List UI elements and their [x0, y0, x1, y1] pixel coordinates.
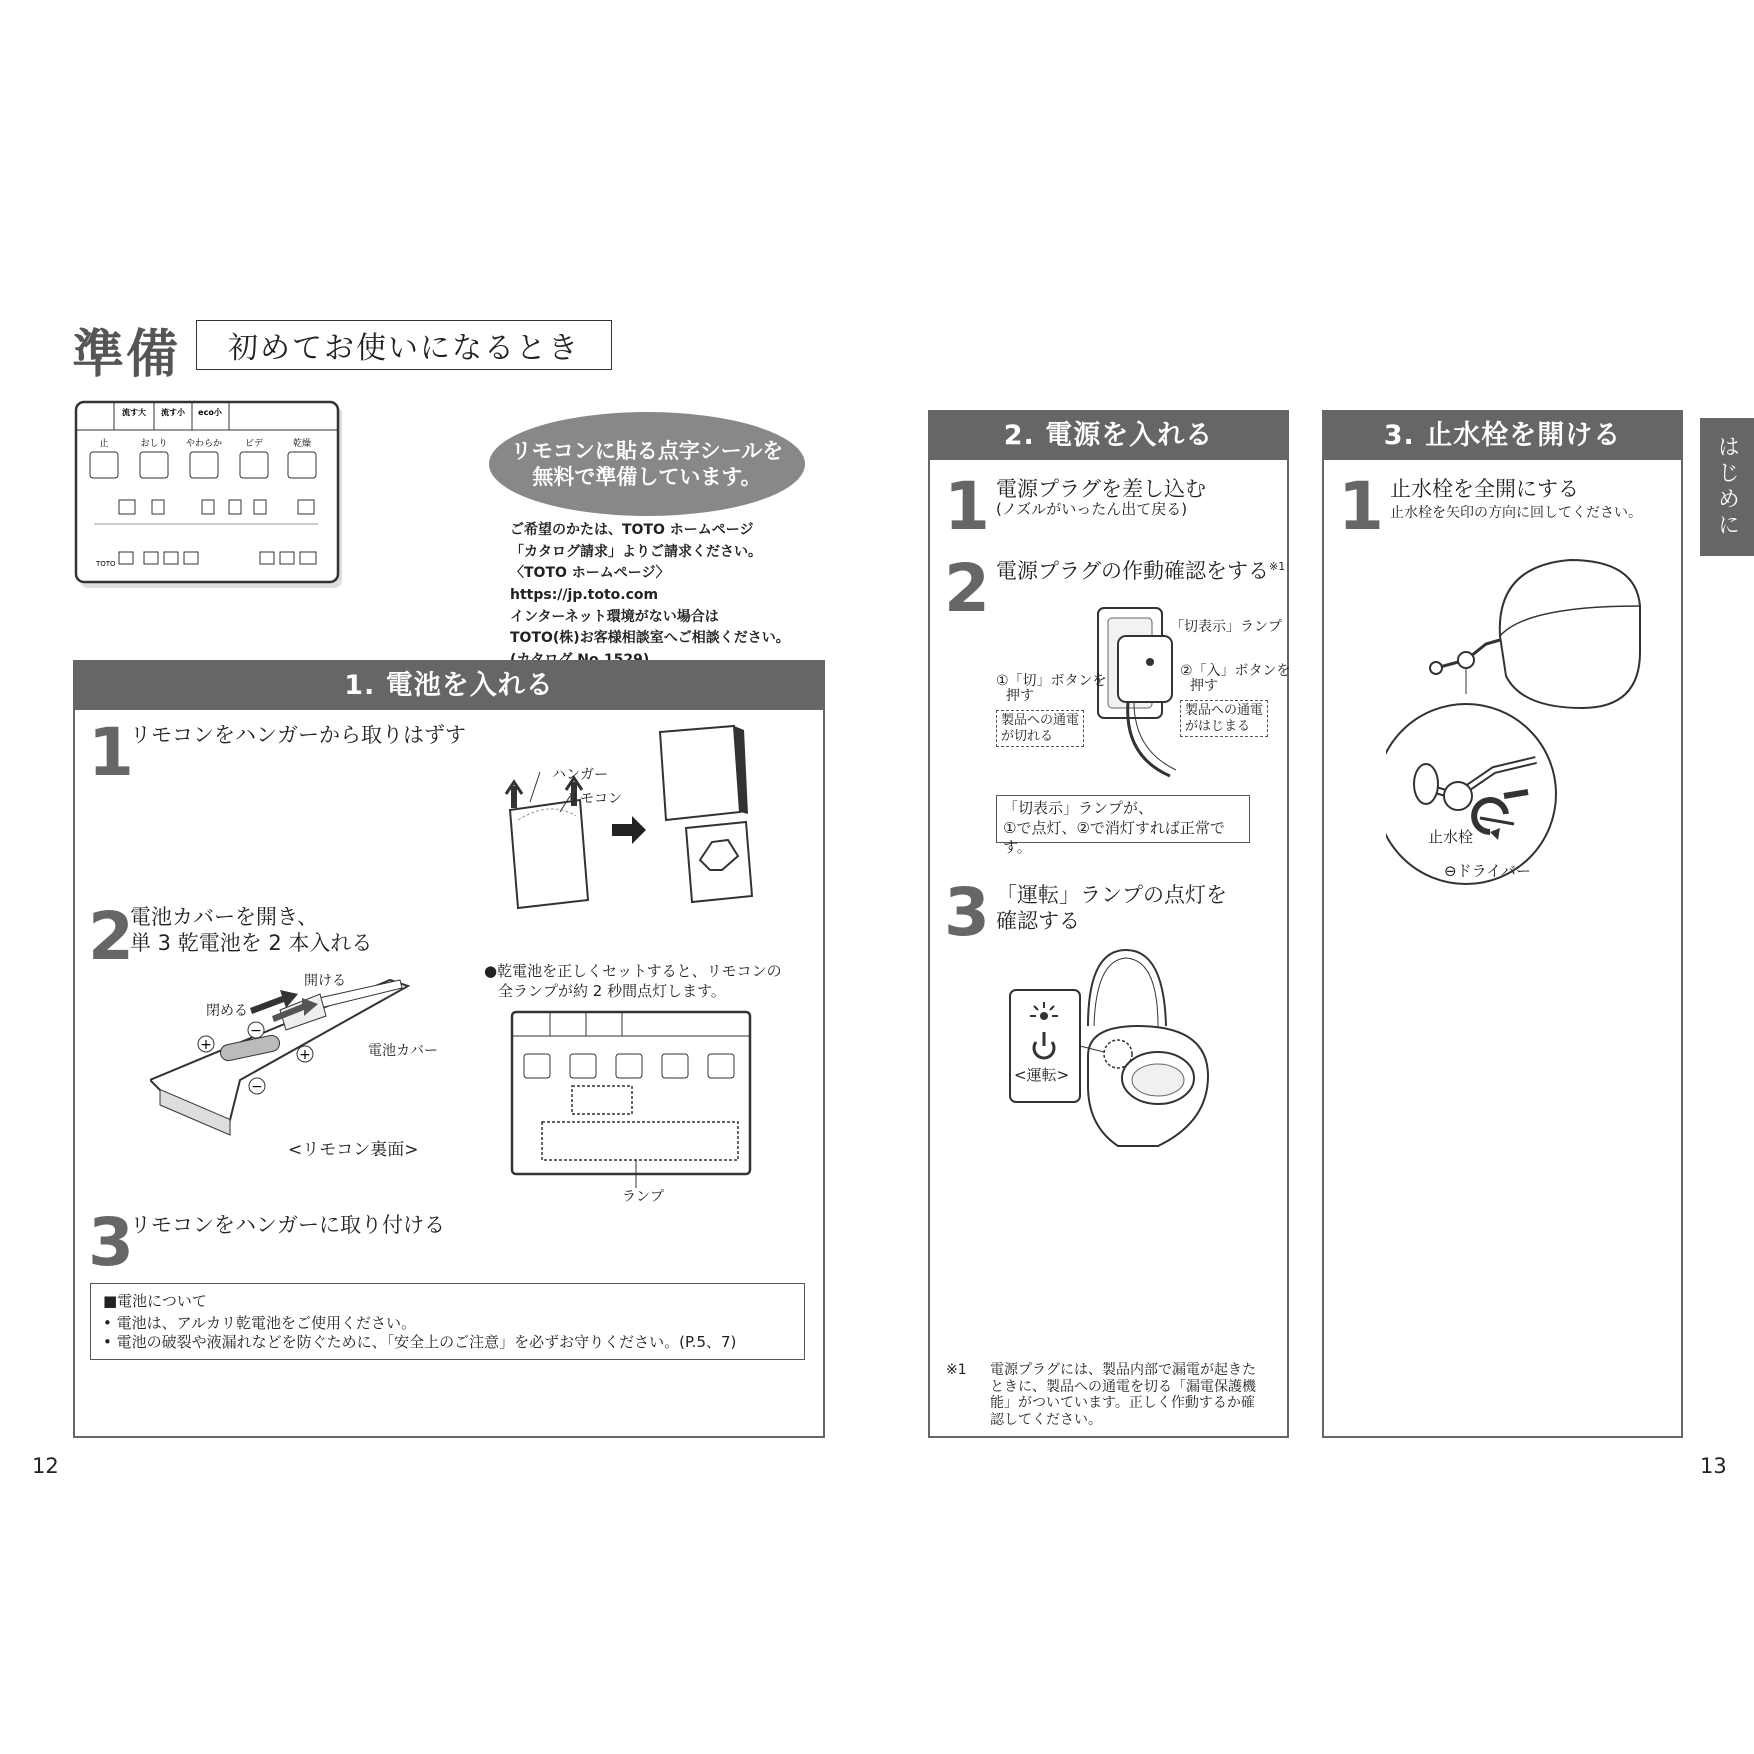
label-open: 開ける — [304, 973, 346, 989]
label-run-lamp: <運転> — [1014, 1066, 1070, 1084]
remote-lamp-illustration — [510, 1010, 752, 1210]
box-power-off — [996, 710, 1084, 747]
step-number: 2 — [944, 550, 990, 627]
label-lamp: ランプ — [622, 1189, 664, 1205]
flush-big-label: 流す大 — [122, 408, 146, 417]
hanger-illustration — [500, 720, 760, 910]
battery-note-item: • 電池は、アルカリ乾電池をご使用ください。 — [103, 1313, 417, 1332]
btn-stop-label: 止 — [99, 439, 109, 449]
step-text: リモコンをハンガーから取りはずす — [130, 723, 466, 747]
page-subtitle: 初めてお使いになるとき — [196, 320, 612, 370]
label-remote: リモコン — [566, 791, 622, 807]
info-line: ご希望のかたは、TOTO ホームページ — [510, 522, 754, 538]
power-check-line1: 「切表示」ランプが、 — [1003, 799, 1154, 817]
step-subtext: (ノズルがいったん出て戻る) — [996, 500, 1188, 518]
chapter-tab: はじめに — [1700, 418, 1754, 556]
step-text-line1: 電池カバーを開き、 — [130, 905, 319, 929]
step-text — [130, 904, 372, 957]
label-hanger: ハンガー — [552, 767, 608, 783]
section-power-title: 2. 電源を入れる — [930, 412, 1287, 460]
step-text — [996, 882, 1227, 935]
info-line: インターネット環境がない場合は — [510, 608, 719, 625]
braille-banner-line2: 無料で準備しています。 — [532, 465, 762, 489]
water-valve-illustration — [1386, 556, 1648, 896]
battery-note-box — [90, 1283, 805, 1360]
remote-illustration-top — [74, 400, 344, 590]
btn-oshiri-label: おしり — [140, 439, 168, 449]
remote-brand: TOTO — [96, 560, 116, 568]
battery-lamp-note — [484, 962, 782, 1001]
step-number: 3 — [944, 874, 990, 951]
toilet-run-lamp-illustration — [1008, 946, 1214, 1156]
btn-dry-label: 乾燥 — [292, 439, 312, 449]
box-power-on-line1: 製品への通電 — [1185, 703, 1264, 718]
footnote-line: 能」がついています。正しく作動するか確 — [990, 1395, 1255, 1412]
box-power-off-line1: 製品への通電 — [1001, 713, 1080, 728]
btn-bidet-label: ビデ — [244, 439, 264, 449]
power-check-box — [996, 795, 1250, 856]
footnote-line: 認してください。 — [990, 1411, 1102, 1428]
info-line: 「カタログ請求」よりご請求ください。 — [510, 543, 762, 560]
power-check-line2: ①で点灯、②で消灯すれば正常です。 — [1003, 818, 1225, 856]
footnote-ref: ※1 — [1269, 560, 1286, 573]
page-number-right: 13 — [1700, 1454, 1727, 1478]
label-screwdriver: ⊖ドライバー — [1444, 862, 1531, 880]
section-water-valve-title: 3. 止水栓を開ける — [1324, 412, 1681, 460]
svg-text:+: + — [299, 1047, 311, 1063]
label-stop-valve: 止水栓 — [1428, 828, 1474, 846]
footnote-line: ときに、製品への通電を切る「漏電保護機 — [990, 1378, 1256, 1395]
footnote — [946, 1362, 1276, 1428]
step-text: 電源プラグを差し込む — [996, 477, 1206, 501]
step-text: リモコンをハンガーに取り付ける — [130, 1213, 445, 1237]
battery-lamp-note-line2: 全ランプが約 2 秒間点灯します。 — [498, 981, 726, 1000]
step-text-main: 電源プラグの作動確認をする — [996, 559, 1269, 583]
section-battery-title: 1. 電池を入れる — [75, 662, 823, 710]
svg-text:−: − — [251, 1079, 263, 1095]
page-title: 準備 — [72, 325, 181, 385]
braille-info — [510, 520, 810, 672]
svg-text:−: − — [250, 1023, 262, 1039]
step-number: 2 — [88, 898, 134, 975]
step-number: 1 — [88, 714, 134, 791]
step-text-line2: 単 3 乾電池を 2 本入れる — [130, 931, 373, 956]
box-power-off-line2: が切れる — [1001, 728, 1054, 744]
label-battery-cover: 電池カバー — [368, 1043, 438, 1059]
box-power-on-line2: がはじまる — [1185, 718, 1251, 734]
page-number-left: 12 — [32, 1454, 59, 1478]
footnote-line: 電源プラグには、製品内部で漏電が起きた — [990, 1362, 1256, 1378]
label-off-lamp: 「切表示」ランプ — [1170, 619, 1282, 635]
step-number: 1 — [944, 468, 990, 545]
flush-eco-label: eco小 — [198, 408, 222, 417]
step-text-line2: 確認する — [996, 909, 1080, 934]
label-off-button-line1: ①「切」ボタンを — [996, 673, 1107, 689]
footnote-mark: ※1 — [946, 1362, 967, 1378]
svg-text:+: + — [200, 1037, 212, 1053]
step-text: 止水栓を全開にする — [1390, 477, 1579, 501]
label-off-button-line2: 押す — [1006, 688, 1034, 705]
step-text-line1: 「運転」ランプの点灯を — [996, 883, 1227, 907]
flush-small-label: 流す小 — [161, 408, 185, 417]
box-power-on — [1180, 700, 1268, 737]
battery-lamp-note-line1: ●乾電池を正しくセットすると、リモコンの — [484, 962, 782, 980]
step-number: 3 — [88, 1204, 134, 1281]
label-remote-back: <リモコン裏面> — [288, 1140, 419, 1160]
btn-soft-label: やわらか — [185, 439, 223, 449]
label-off-button — [996, 674, 1107, 705]
label-on-button-line2: 押す — [1190, 678, 1218, 695]
info-line: TOTO(株)お客様相談室へご相談ください。 — [510, 630, 790, 647]
battery-note-title: ■電池について — [103, 1292, 207, 1310]
label-on-button — [1180, 664, 1291, 695]
label-close: 閉める — [206, 1003, 248, 1019]
step-text — [996, 558, 1285, 584]
info-line-url[interactable]: 〈TOTO ホームページ〉 https://jp.toto.com — [510, 565, 670, 604]
step-number: 1 — [1338, 468, 1384, 545]
battery-note-item: • 電池の破裂や液漏れなどを防ぐために、「安全上のご注意」を必ずお守りください。(P.5、7) — [103, 1333, 737, 1351]
step-subtext: 止水栓を矢印の方向に回してください。 — [1390, 505, 1642, 521]
braille-banner-line1: リモコンに貼る点字シールを — [510, 438, 784, 463]
label-on-button-line1: ②「入」ボタンを — [1180, 663, 1291, 679]
braille-seal-banner — [489, 412, 805, 516]
